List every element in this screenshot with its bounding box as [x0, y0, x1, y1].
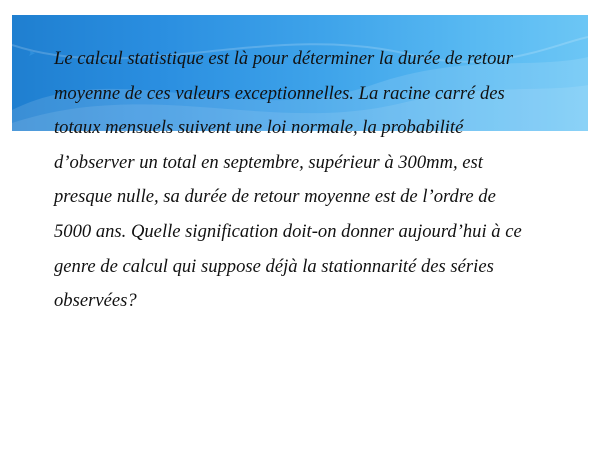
- body-line: totaux mensuels suivent une loi normale, la probabilité: [54, 117, 464, 139]
- bullet-paragraph: [28, 42, 573, 319]
- body-line: d’observer un total en septembre, supérieur à 300mm, est: [54, 151, 483, 173]
- body-text: [54, 42, 573, 319]
- body-line: moyenne de ces valeurs exceptionnelles. La racine carré des: [54, 82, 505, 104]
- body-line: genre de calcul qui suppose déjà la stationnarité des séries: [54, 255, 494, 277]
- bullet-arrow-icon: ➤: [28, 49, 36, 59]
- body-line: 5000 ans. Quelle signification doit-on donner aujourd’hui à ce: [54, 220, 522, 242]
- body-line: observées?: [54, 290, 137, 312]
- body-line: presque nulle, sa durée de retour moyenne est de l’ordre de: [54, 186, 496, 208]
- body-line: Le calcul statistique est là pour déterminer la durée de retour: [54, 48, 513, 69]
